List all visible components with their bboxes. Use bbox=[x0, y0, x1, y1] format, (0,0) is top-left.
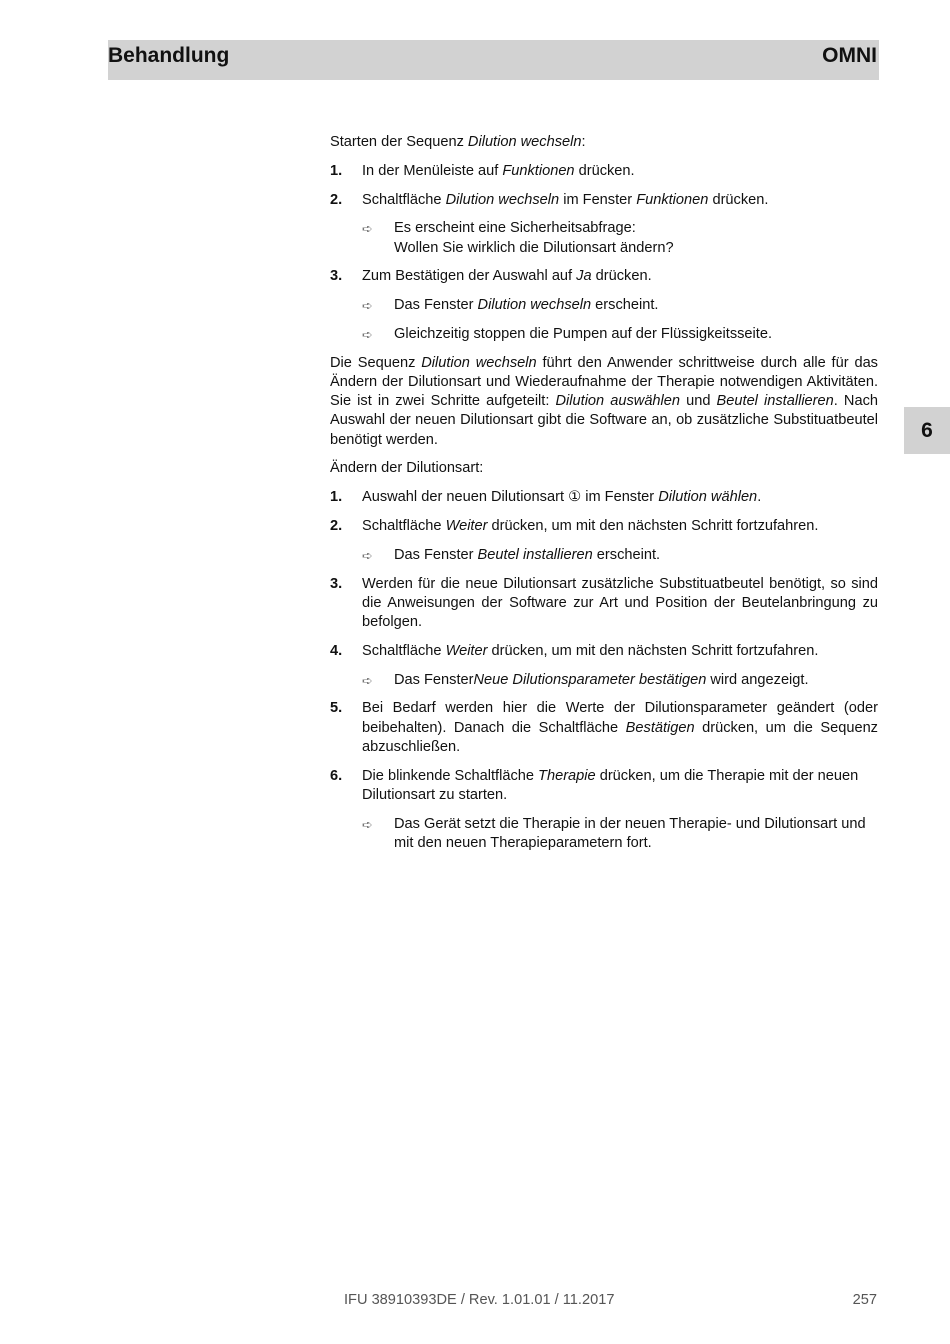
start-step-3: 3. Zum Bestätigen der Auswahl auf Ja drücken. bbox=[330, 267, 878, 286]
result-arrow-icon: ➪ bbox=[362, 221, 373, 237]
step-number: 2. bbox=[330, 191, 343, 208]
intro-paragraph: Starten der Sequenz Dilution wechseln: bbox=[330, 134, 586, 150]
result-arrow-icon: ➪ bbox=[362, 326, 373, 342]
change-step-5: 5. Bei Bedarf werden hier die Werte der Dilutionsparameter geändert (oder beibehalten). Danach die Schaltfläche Bestätigen drücken, um die Sequenz abzuschließen. bbox=[330, 700, 878, 755]
page-footer bbox=[108, 1292, 879, 1312]
document-reference: IFU 38910393DE / Rev. 1.01.01 / 11.2017 bbox=[344, 1292, 615, 1308]
result-arrow-icon: ➪ bbox=[362, 298, 373, 314]
section-title: Behandlung bbox=[108, 44, 230, 67]
change-step-6: 6. Die blinkende Schaltfläche Therapie drücken, um die Therapie mit der neuen Dilutionsart zu starten. bbox=[330, 767, 859, 803]
circled-one-marker: ① bbox=[568, 489, 582, 506]
step-number: 6. bbox=[330, 767, 343, 784]
step-number: 2. bbox=[330, 517, 343, 534]
result-arrow-icon: ➪ bbox=[362, 547, 373, 563]
step-number: 1. bbox=[330, 489, 343, 506]
change-step-2: 2. Schaltfläche Weiter drücken, um mit den nächsten Schritt fortzufahren. bbox=[330, 517, 878, 536]
result-item: ➪ Das Fenster Dilution wechseln erscheint. bbox=[330, 296, 878, 315]
start-step-1: 1. In der Menüleiste auf Funktionen drücken. bbox=[330, 162, 878, 181]
page-header bbox=[108, 40, 879, 80]
step-number: 4. bbox=[330, 642, 343, 659]
result-arrow-icon: ➪ bbox=[362, 672, 373, 688]
chapter-tab: 6 bbox=[904, 407, 950, 454]
step-number: 5. bbox=[330, 700, 343, 717]
change-step-1: 1. Auswahl der neuen Dilutionsart ① im Fenster Dilution wählen. bbox=[330, 488, 878, 507]
result-item: ➪ Das Fenster Beutel installieren erscheint. bbox=[330, 546, 878, 565]
result-item: ➪ Es erscheint eine Sicherheitsabfrage: Wollen Sie wirklich die Dilutionsart ändern? bbox=[362, 220, 674, 256]
step-number: 1. bbox=[330, 162, 343, 179]
change-step-3: 3. Werden für die neue Dilutionsart zusätzliche Substituatbeutel benötigt, so sind die Anweisungen der Software zur Art und Position der Beutelanbringung zu befolgen. bbox=[330, 575, 878, 630]
change-heading: Ändern der Dilutionsart: bbox=[330, 460, 484, 477]
result-arrow-icon: ➪ bbox=[362, 816, 373, 832]
page-number: 257 bbox=[852, 1292, 877, 1308]
step-number: 3. bbox=[330, 575, 343, 592]
start-step-2: 2. Schaltfläche Dilution wechseln im Fenster Funktionen drücken. bbox=[330, 191, 878, 210]
result-item: ➪ Das FensterNeue Dilutionsparameter bestätigen wird angezeigt. bbox=[330, 671, 878, 690]
change-step-4: 4. Schaltfläche Weiter drücken, um mit den nächsten Schritt fortzufahren. bbox=[330, 642, 878, 661]
result-item: ➪ Das Gerät setzt die Therapie in der neuen Therapie- und Dilutionsart und mit den neuen Therapieparametern fort. bbox=[362, 815, 866, 851]
product-name: OMNI bbox=[822, 44, 877, 67]
result-item: ➪ Gleichzeitig stoppen die Pumpen auf der Flüssigkeitsseite. bbox=[330, 325, 878, 344]
description-paragraph: Die Sequenz Dilution wechseln führt den Anwender schrittweise durch alle für das Ändern der Dilutionsart und Wiederaufnahme der Therapie notwendigen Aktivitäten. Sie ist in zwei Schritte aufgeteilt: Dilution auswählen und Beutel installieren. Nach Auswahl der neuen Dilutionsart gibt die Software an, ob zusätzliche Substituatbeutel benötigt werden. bbox=[330, 354, 878, 448]
page-content bbox=[330, 133, 878, 863]
step-number: 3. bbox=[330, 268, 343, 285]
